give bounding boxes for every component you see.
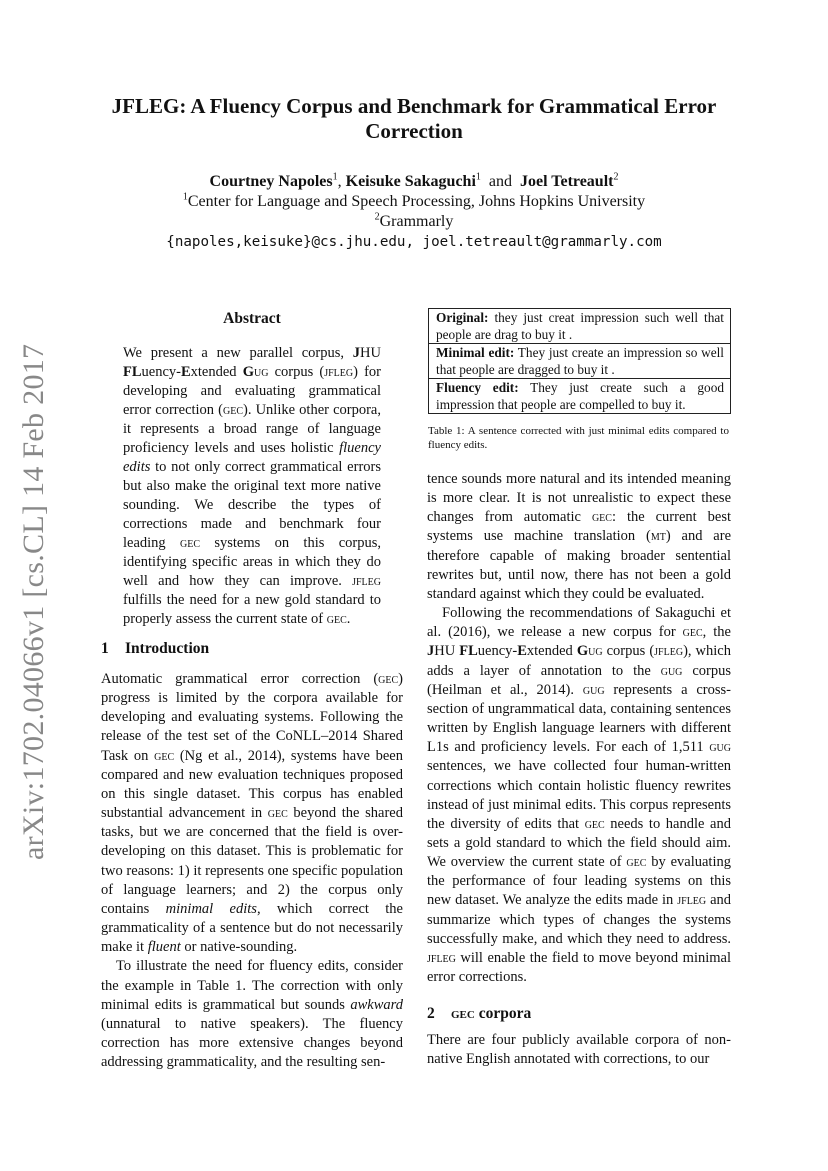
section-title: Introduction [125, 640, 210, 657]
abstract-body: We present a new parallel corpus, JHU FLuency-Extended Gug corpus (jfleg) for developing and evaluating grammatical error correction (gec). Unlike other corpora, it represents a broad range of language proficiency levels and uses holistic fluency edits to not only correct grammatical errors but also make the original text more native sounding. We describe the types of corrections made and benchmark four leading gec systems on this corpus, identifying specific areas in which they do well and how they can improve. jfleg fulfills the need for a new gold standard to properly assess the current state of gec. [123, 345, 381, 627]
paragraph: Automatic grammatical error correction (gec) progress is limited by the corpora available for developing and evaluating systems. Following the release of the test set of the CoNLL–2014 Shared Task on gec (Ng et al., 2014), systems have been compared and new evaluation techniques proposed on this single dataset. This corpus has enabled substantial advancement in gec beyond the shared tasks, but we are concerned that the field is over-developing on this dataset. This is problematic for two reasons: 1) it represents one specific population of language learners; and 2) the corpus only contains minimal edits, which correct the grammaticality of a sentence but do not necessarily make it fluent or native-sounding. [101, 671, 403, 956]
author-conjunction: and [488, 173, 512, 190]
paragraph: There are four publicly available corpora of non-native English annotated with corrections, to our [427, 1032, 731, 1068]
left-column-body [101, 670, 403, 1072]
affiliation-mark: 1 [182, 191, 188, 203]
section-number: 2 [427, 1005, 435, 1022]
example-table [428, 308, 731, 414]
row-text: They just create an impression so well that people are dragged to buy it . [436, 345, 724, 377]
paper-title: JFLEG: A Fluency Corpus and Benchmark for Grammatical Error Correction [111, 94, 717, 143]
author-name: Courtney Napoles [209, 173, 333, 190]
table-row [429, 379, 730, 413]
author-name: Keisuke Sakaguchi [345, 173, 476, 190]
author-list: Courtney Napoles$^1$, Keisuke Sakaguchi$^1$ and Joel Tetreault$^2$ [209, 171, 619, 190]
right-column-body [427, 470, 731, 987]
section2-body [427, 1031, 731, 1069]
author-name: Joel Tetreault [520, 173, 614, 190]
section-heading-gec-corpora [427, 1005, 531, 1023]
author-affiliation-mark: 1 [332, 171, 338, 183]
row-label: Fluency edit: [436, 380, 519, 395]
paragraph: tence sounds more natural and its intended meaning is more clear. It is not unrealistic to expect these changes from automatic gec: the current best systems use machine translation (mt) and are therefore capable of making broader sentential rewrites but, until now, there has not been a gold standard against which they could be evaluated. [427, 471, 732, 602]
section-number: 1 [101, 640, 109, 657]
table-row [429, 344, 730, 379]
affiliation [70, 192, 758, 212]
affiliation-text: Grammarly [379, 213, 454, 230]
section-heading-introduction [101, 640, 209, 658]
row-label: Minimal edit: [436, 345, 515, 360]
author-affiliation-mark: 1 [475, 171, 481, 183]
section-title: corpora [474, 1005, 532, 1022]
affiliation [70, 212, 758, 232]
author-affiliation-mark: 2 [613, 171, 619, 183]
row-label: Original: [436, 310, 489, 325]
table-caption: Table 1: A sentence corrected with just minimal edits compared to fluency edits. [428, 425, 729, 451]
section-title-abbrev: gec [451, 1005, 475, 1022]
row-text: they just creat impression such well that people are drag to buy it . [436, 310, 724, 342]
affiliation-text: Center for Language and Speech Processing, Johns Hopkins University [187, 193, 646, 210]
table-row [429, 309, 730, 344]
author-emails: {napoles,keisuke}@cs.jhu.edu, joel.tetreault@grammarly.com [166, 234, 662, 250]
abstract-heading: Abstract [223, 310, 281, 327]
arxiv-identifier: arXiv:1702.04066v1 [cs.CL] 14 Feb 2017 [17, 343, 50, 860]
paragraph: Following the recommendations of Sakaguchi et al. (2016), we release a new corpus for gec, the JHU FLuency-Extended Gug corpus (jfleg), which adds a layer of annotation to the gug corpus (Heilman et al., 2014). gug represents a cross-section of ungrammatical data, containing sentences written by English language learners with different L1s and proficiency levels. For each of 1,511 gug sentences, we have collected four human-written corrections which contain holistic fluency rewrites instead of just minimal edits. This corpus represents the diversity of edits that gec needs to handle and sets a gold standard to which the field should aim. We overview the current state of gec by evaluating the performance of four leading systems on this new dataset. We analyze the edits made in jfleg and summarize which types of changes the systems successfully make, and which they need to address. jfleg will enable the field to move beyond minimal error corrections. [427, 605, 732, 986]
affiliation-mark: 2 [374, 211, 380, 223]
row-text: They just create such a good impression that people are compelled to buy it. [436, 380, 724, 412]
paragraph: To illustrate the need for fluency edits, consider the example in Table 1. The correction with only minimal edits is grammatical but sounds awkward (unnatural to native speakers). The fluency correction has more extensive changes beyond addressing grammaticality, and the resulting sen- [101, 958, 403, 1071]
